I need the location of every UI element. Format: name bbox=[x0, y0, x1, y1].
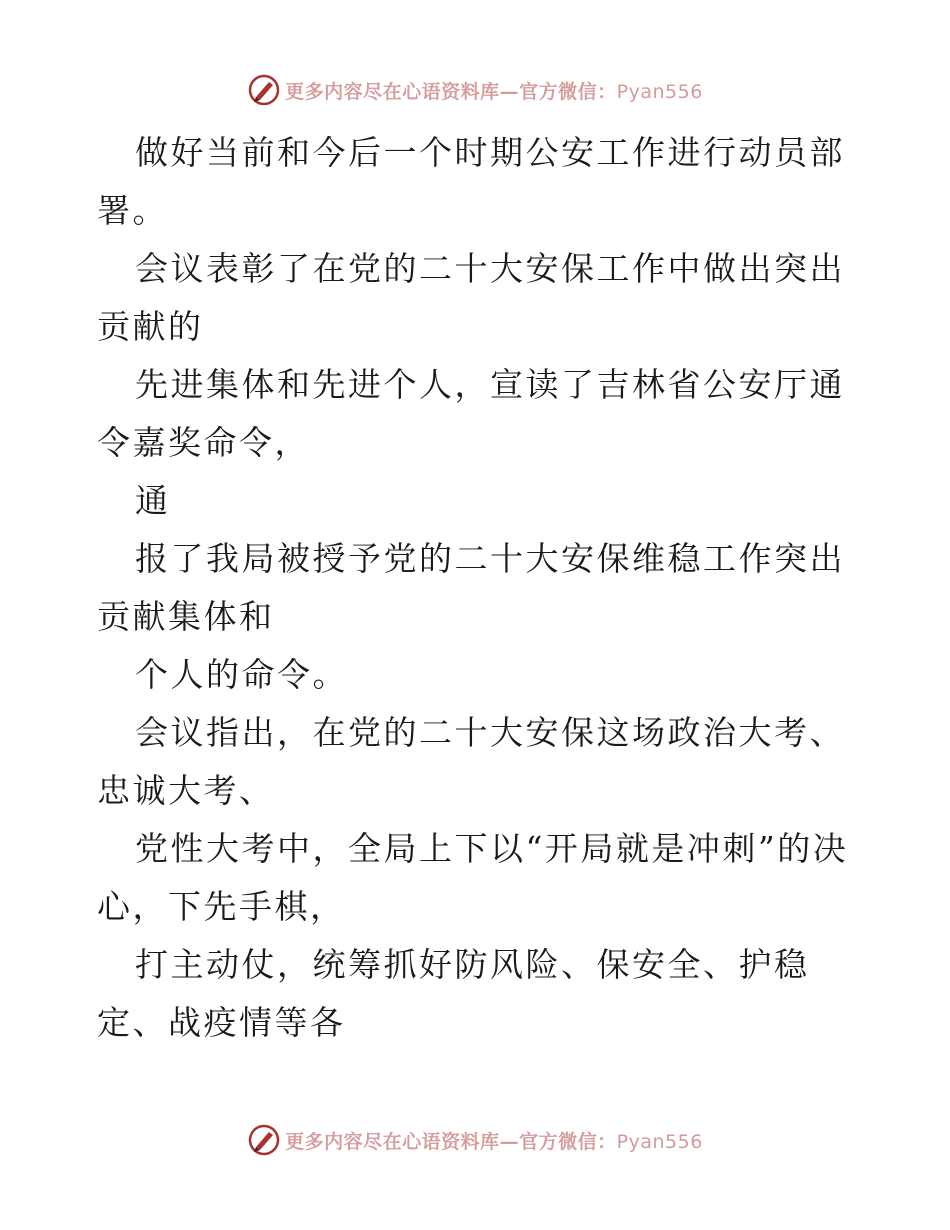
paragraph: 报了我局被授予党的二十大安保维稳工作突出贡献集体和 bbox=[97, 539, 845, 636]
footer-watermark bbox=[0, 1120, 950, 1160]
pen-seal-icon bbox=[247, 73, 281, 107]
paragraph: 做好当前和今后一个时期公安工作进行动员部署。 bbox=[97, 133, 845, 230]
header-watermark bbox=[0, 70, 950, 110]
paragraph: 会议表彰了在党的二十大安保工作中做出突出贡献的 bbox=[97, 249, 845, 346]
document-body bbox=[97, 124, 857, 1052]
paragraph: 通 bbox=[135, 481, 171, 520]
pen-seal-icon bbox=[247, 1123, 281, 1157]
watermark-text: 更多内容尽在心语资料库—官方微信：Pyan556 bbox=[285, 1130, 703, 1153]
watermark-text: 更多内容尽在心语资料库—官方微信：Pyan556 bbox=[285, 80, 703, 103]
paragraph: 党性大考中，全局上下以“开局就是冲刺”的决心，下先手棋， bbox=[97, 829, 849, 926]
paragraph: 个人的命令。 bbox=[135, 655, 348, 694]
paragraph: 打主动仗，统筹抓好防风险、保安全、护稳定、战疫情等各 bbox=[97, 945, 810, 1042]
paragraph: 先进集体和先进个人，宣读了吉林省公安厅通令嘉奖命令， bbox=[97, 365, 845, 462]
paragraph: 会议指出，在党的二十大安保这场政治大考、忠诚大考、 bbox=[97, 713, 845, 810]
